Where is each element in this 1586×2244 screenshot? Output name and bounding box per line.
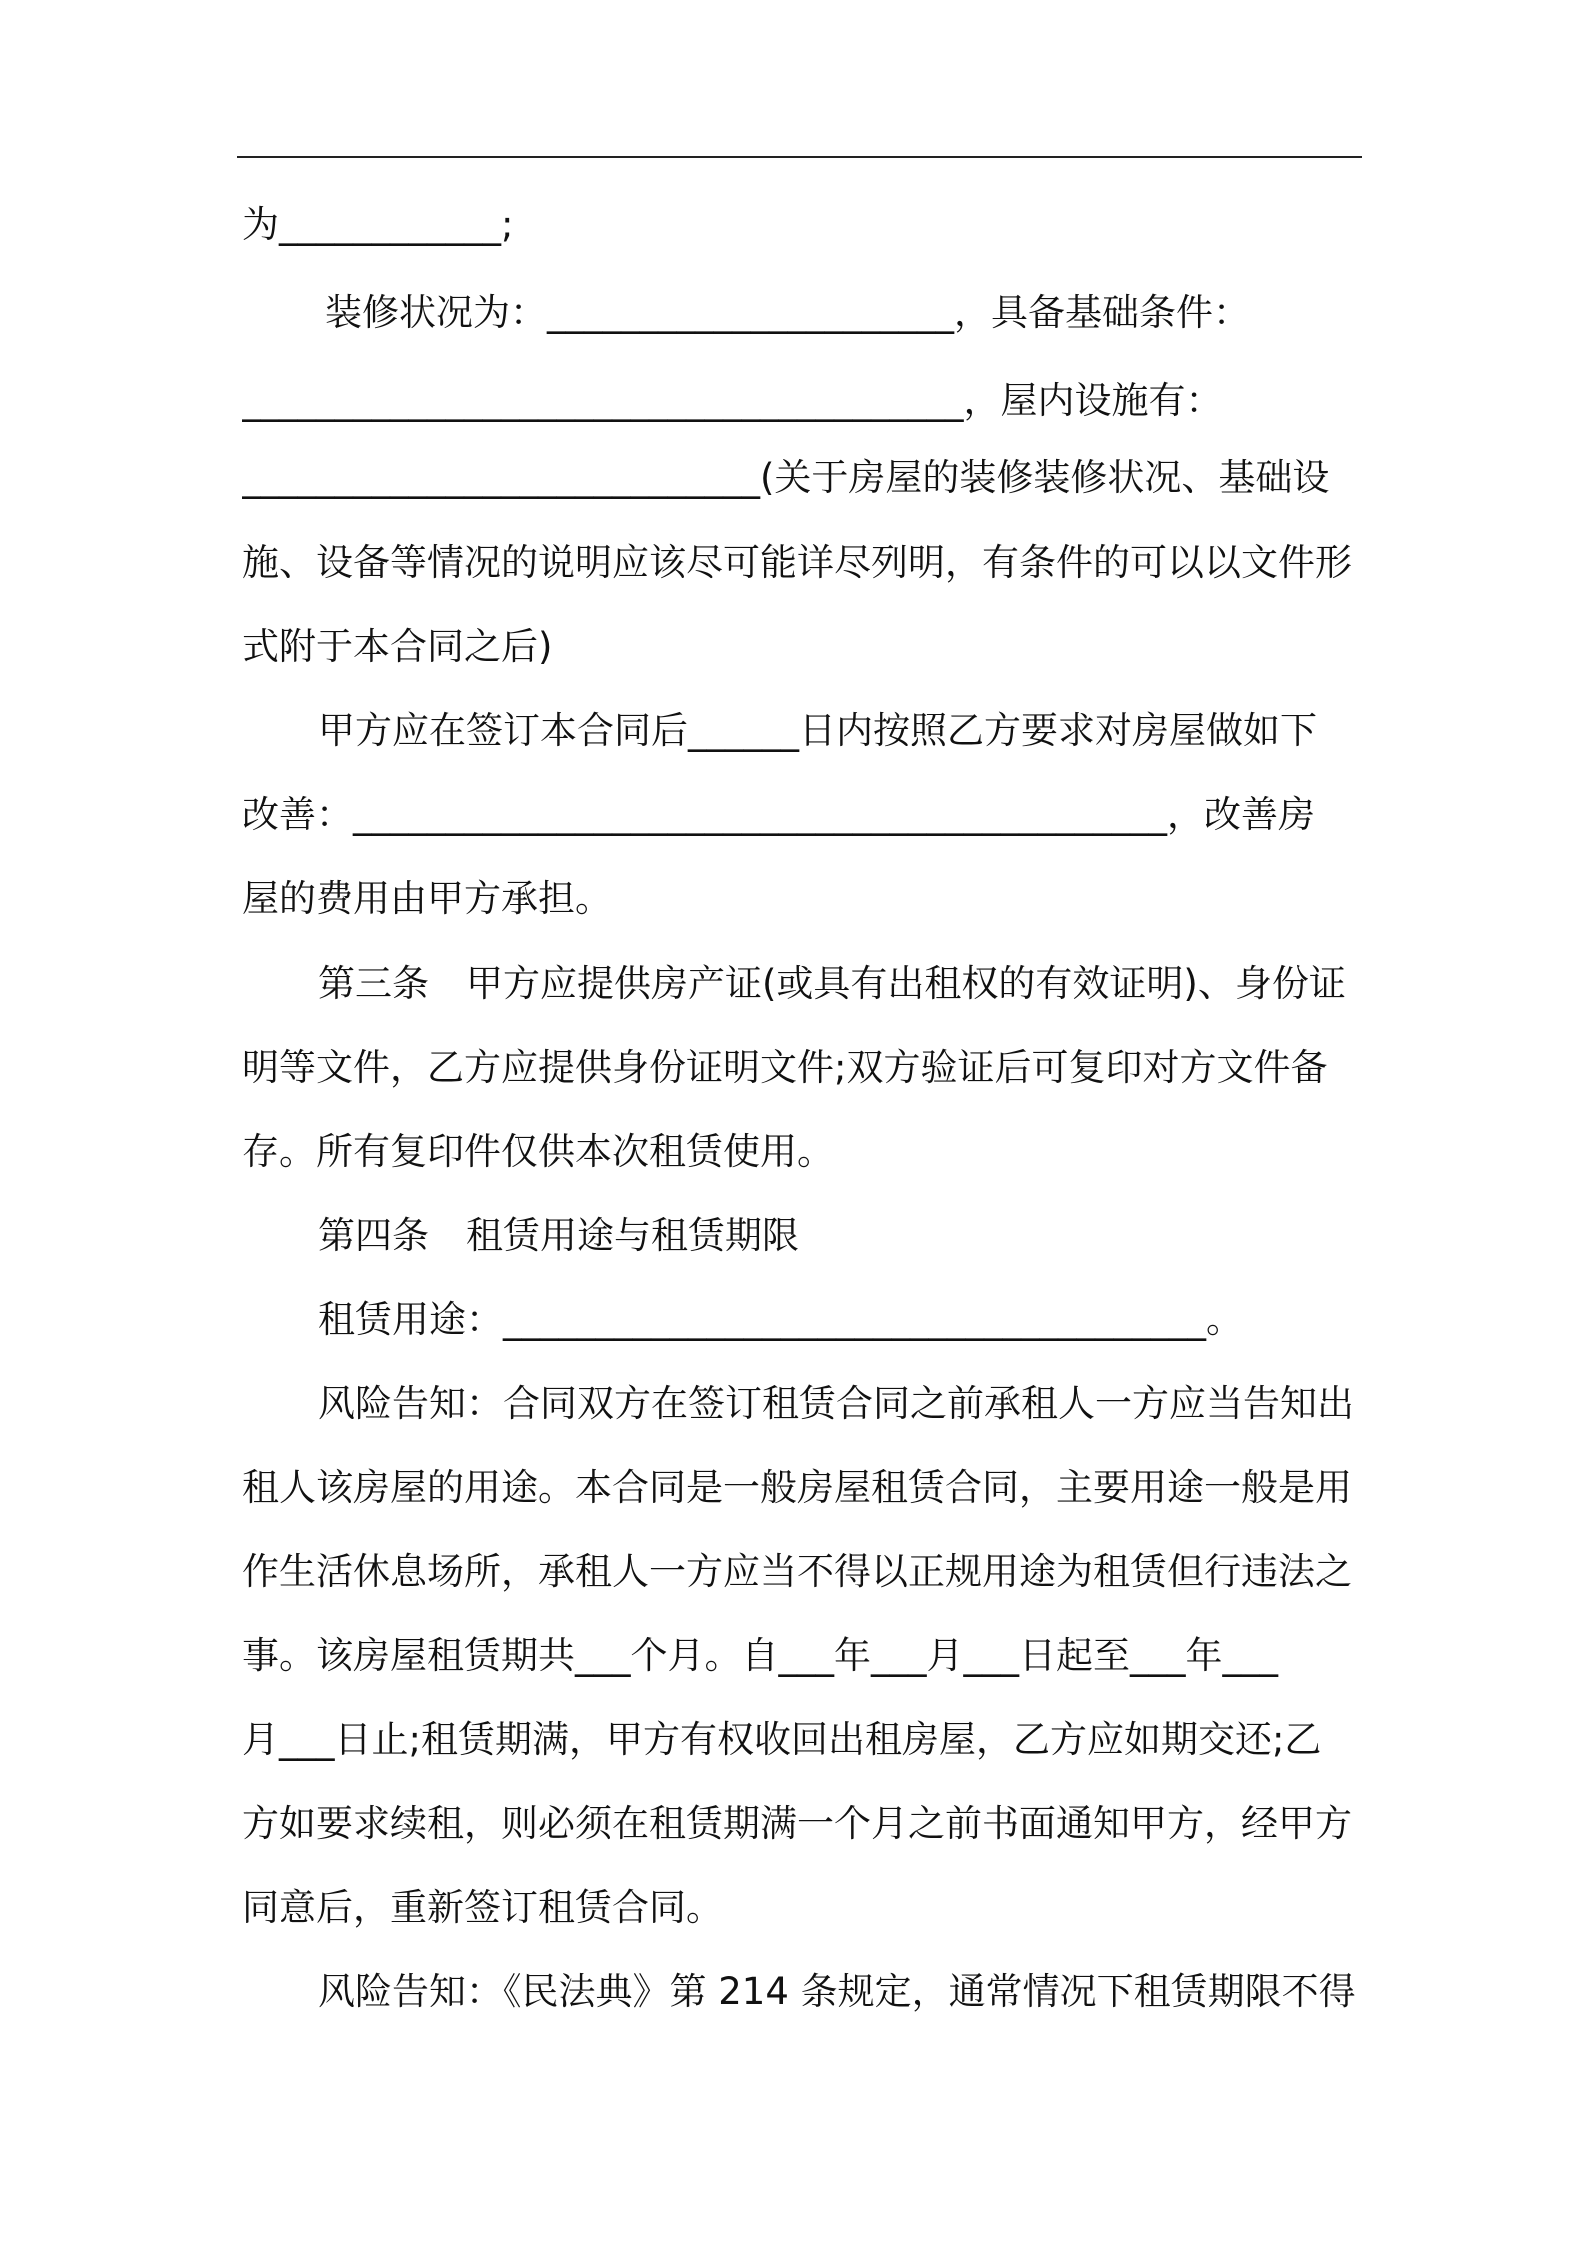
- text-line: 改善：____________________________________________，改善房: [242, 793, 1315, 836]
- text-line: _______________________________________，屋内设施有：: [242, 379, 1223, 422]
- text-line: 装修状况为：______________________，具备基础条件：: [325, 291, 1250, 334]
- text-line: 明等文件，乙方应提供身份证明文件;双方验证后可复印对方文件备: [242, 1046, 1328, 1089]
- text-line: 存。所有复印件仅供本次租赁使用。: [242, 1130, 834, 1173]
- text-line: 屋的费用由甲方承担。: [242, 877, 612, 920]
- text-line: 施、设备等情况的说明应该尽可能详尽列明，有条件的可以以文件形: [242, 541, 1352, 584]
- text-line: ____________________________(关于房屋的装修装修状况、基础设: [242, 456, 1330, 499]
- section-heading: 第四条 租赁用途与租赁期限: [318, 1214, 799, 1257]
- text-line: 风险告知：《民法典》第 214 条规定，通常情况下租赁期限不得: [318, 1970, 1356, 2013]
- header-rule: [237, 156, 1362, 158]
- text-line: 事。该房屋租赁期共___个月。自___年___月___日起至___年___: [242, 1634, 1278, 1677]
- text-line: 为____________;: [242, 203, 514, 246]
- text-line: 月___日止;租赁期满，甲方有权收回出租房屋，乙方应如期交还;乙: [242, 1718, 1322, 1761]
- text-line: 风险告知：合同双方在签订租赁合同之前承租人一方应当告知出: [318, 1382, 1354, 1425]
- text-line: 式附于本合同之后): [242, 625, 553, 668]
- text-line: 甲方应在签订本合同后______日内按照乙方要求对房屋做如下: [318, 709, 1317, 752]
- text-line: 作生活休息场所，承租人一方应当不得以正规用途为租赁但行违法之: [242, 1550, 1352, 1593]
- text-line: 方如要求续租，则必须在租赁期满一个月之前书面通知甲方，经甲方: [242, 1802, 1352, 1845]
- text-line: 第三条 甲方应提供房产证(或具有出租权的有效证明)、身份证: [318, 962, 1346, 1005]
- text-line: 同意后，重新签订租赁合同。: [242, 1886, 723, 1929]
- text-line: 租人该房屋的用途。本合同是一般房屋租赁合同，主要用途一般是用: [242, 1466, 1352, 1509]
- text-line: 租赁用途：______________________________________。: [318, 1298, 1243, 1341]
